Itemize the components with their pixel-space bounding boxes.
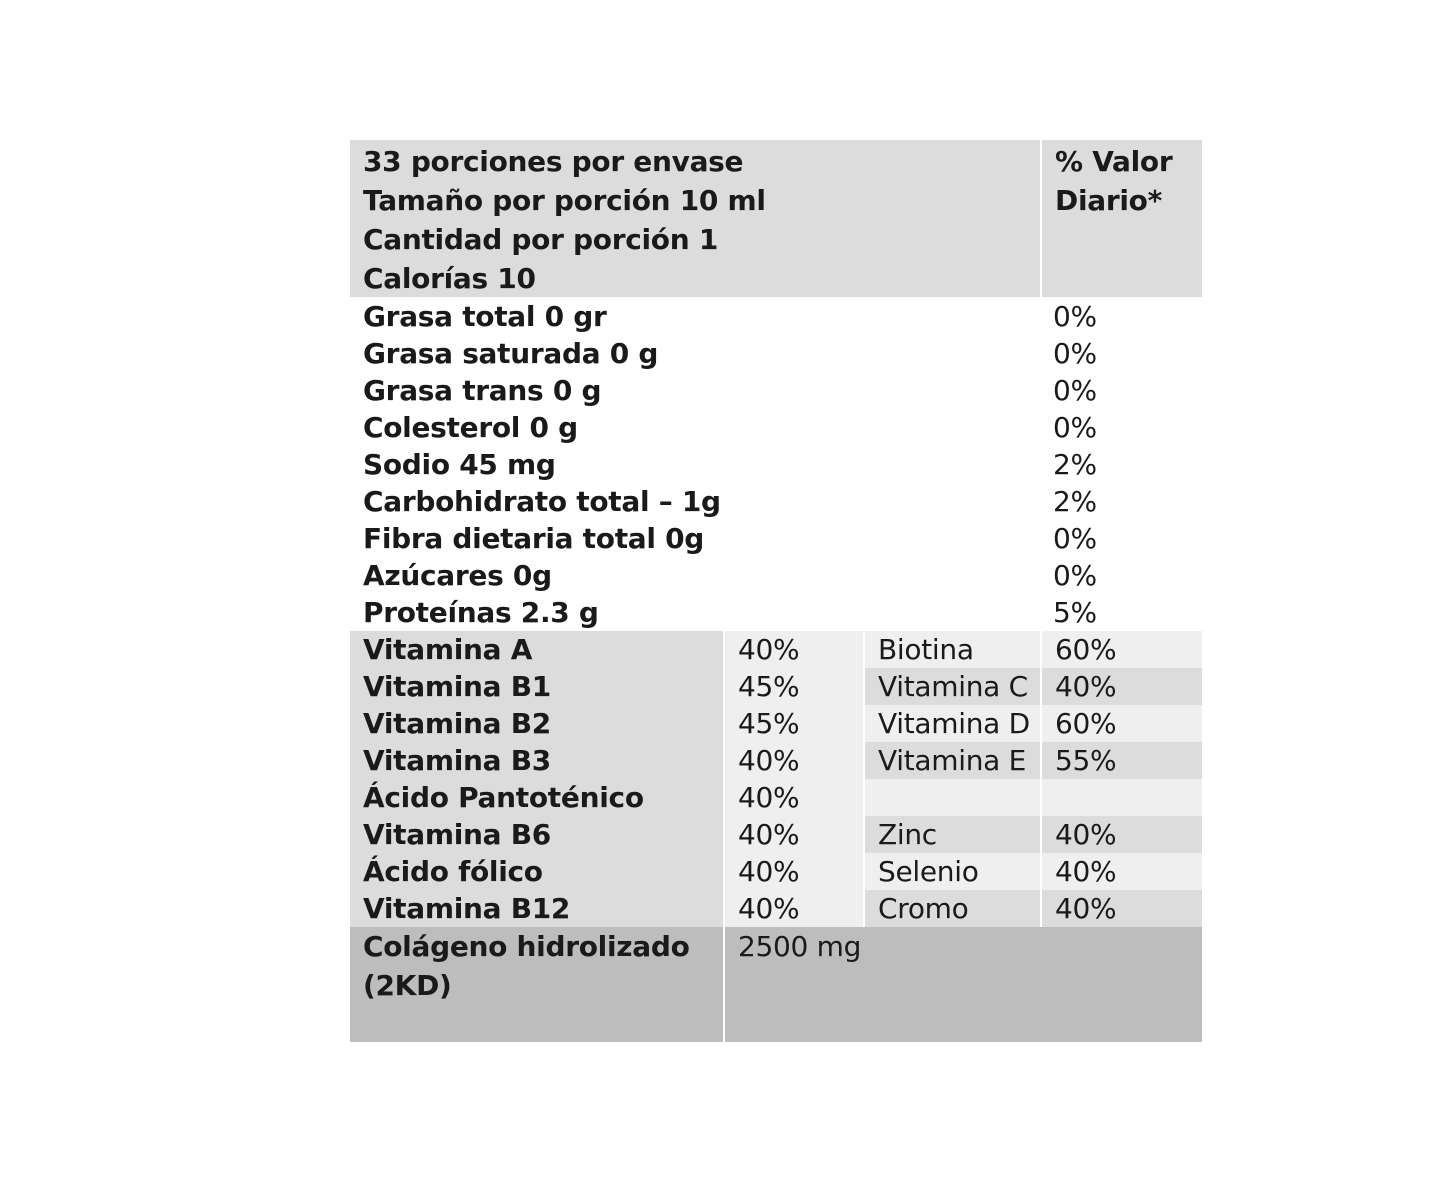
mineral-name: Cromo (863, 890, 1040, 927)
vitamin-dv: 40% (723, 631, 863, 668)
nutrient-row (350, 409, 1202, 446)
nutrient-label: Sodio 45 mg (363, 448, 556, 481)
collagen-label (350, 927, 723, 1042)
nutrient-label: Grasa saturada 0 g (363, 337, 659, 370)
vitamin-dv: 40% (723, 890, 863, 927)
vitamin-name: Vitamina B6 (350, 816, 723, 853)
mineral-dv (1040, 779, 1202, 816)
mineral-name: Vitamina C (863, 668, 1040, 705)
mineral-name: Vitamina D (863, 705, 1040, 742)
nutrient-label: Fibra dietaria total 0g (363, 522, 705, 555)
nutrient-label: Grasa trans 0 g (363, 374, 602, 407)
collagen-label-line2: (2KD) (363, 969, 452, 1002)
mineral-dv: 40% (1040, 668, 1202, 705)
vitamin-dv: 45% (723, 705, 863, 742)
vitamin-dv: 40% (723, 779, 863, 816)
mineral-name: Vitamina E (863, 742, 1040, 779)
vitamin-dv: 45% (723, 668, 863, 705)
collagen-row (350, 927, 1202, 1042)
vitamin-dv: 40% (723, 816, 863, 853)
mineral-name: Selenio (863, 853, 1040, 890)
mineral-dv: 60% (1040, 705, 1202, 742)
mineral-name: Zinc (863, 816, 1040, 853)
nutrient-label: Grasa total 0 gr (363, 300, 607, 333)
vitamin-row (350, 816, 1202, 853)
nutrient-label: Colesterol 0 g (363, 411, 578, 444)
vitamin-name: Vitamina B12 (350, 890, 723, 927)
nutrition-facts-table (350, 140, 1202, 1042)
vitamin-row (350, 779, 1202, 816)
nutrient-label: Azúcares 0g (363, 559, 552, 592)
vitamin-row (350, 668, 1202, 705)
vitamin-name: Ácido Pantoténico (350, 779, 723, 816)
vitamin-name: Vitamina B2 (350, 705, 723, 742)
collagen-label-line1: Colágeno hidrolizado (363, 930, 690, 963)
vitamin-name: Vitamina B3 (350, 742, 723, 779)
collagen-value: 2500 mg (723, 927, 1202, 1042)
serving-info (350, 140, 1040, 297)
nutrient-dv: 0% (1053, 374, 1097, 407)
nutrient-label: Proteínas 2.3 g (363, 596, 599, 629)
nutrient-dv: 2% (1053, 485, 1097, 518)
vitamin-row (350, 742, 1202, 779)
nutrient-row (350, 557, 1202, 594)
nutrient-row (350, 446, 1202, 483)
amount-per-serving: Cantidad por porción 1 (363, 223, 719, 256)
nutrient-dv: 2% (1053, 448, 1097, 481)
vitamin-name: Ácido fólico (350, 853, 723, 890)
mineral-dv: 55% (1040, 742, 1202, 779)
nutrient-dv: 0% (1053, 411, 1097, 444)
nutrient-label: Carbohidrato total – 1g (363, 485, 721, 518)
daily-value-heading-line2: Diario* (1055, 184, 1162, 217)
mineral-name (863, 779, 1040, 816)
nutrient-row (350, 594, 1202, 631)
mineral-dv: 60% (1040, 631, 1202, 668)
vitamin-row (350, 705, 1202, 742)
vitamin-row (350, 631, 1202, 668)
vitamin-row (350, 890, 1202, 927)
vitamin-name: Vitamina A (350, 631, 723, 668)
daily-value-heading (1040, 140, 1202, 297)
nutrient-dv: 0% (1053, 559, 1097, 592)
vitamin-dv: 40% (723, 853, 863, 890)
mineral-dv: 40% (1040, 853, 1202, 890)
nutrient-row (350, 335, 1202, 372)
daily-value-heading-line1: % Valor (1055, 145, 1173, 178)
mineral-dv: 40% (1040, 890, 1202, 927)
calories: Calorías 10 (363, 262, 536, 295)
vitamin-row (350, 853, 1202, 890)
vitamin-dv: 40% (723, 742, 863, 779)
nutrient-row (350, 372, 1202, 409)
nutrient-row (350, 520, 1202, 557)
nutrient-dv: 0% (1053, 300, 1097, 333)
nutrient-dv: 5% (1053, 596, 1097, 629)
servings-per-container: 33 porciones por envase (363, 145, 744, 178)
nutrient-row (350, 298, 1202, 335)
mineral-name: Biotina (863, 631, 1040, 668)
vitamin-name: Vitamina B1 (350, 668, 723, 705)
nutrition-header (350, 140, 1202, 297)
mineral-dv: 40% (1040, 816, 1202, 853)
nutrient-dv: 0% (1053, 522, 1097, 555)
nutrient-dv: 0% (1053, 337, 1097, 370)
nutrient-row (350, 483, 1202, 520)
serving-size: Tamaño por porción 10 ml (363, 184, 766, 217)
